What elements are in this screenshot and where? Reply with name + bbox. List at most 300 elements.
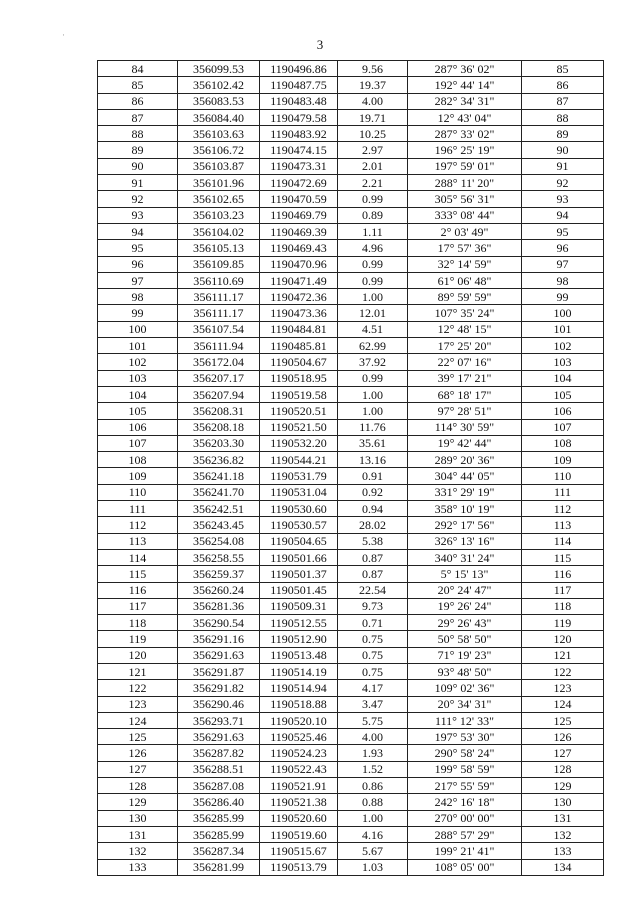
bearing-cell: 68° 18' 17": [408, 386, 522, 402]
table-row: [98, 321, 604, 337]
x-coordinate-cell: 356281.36: [178, 598, 260, 614]
bearing-cell: 20° 24' 47": [408, 582, 522, 598]
distance-cell: 1.93: [338, 745, 408, 761]
point-from-cell: 129: [98, 794, 178, 810]
table-row: [98, 126, 604, 142]
point-from-cell: 107: [98, 435, 178, 451]
x-coordinate-cell: 356243.45: [178, 517, 260, 533]
point-from-cell: 131: [98, 826, 178, 842]
point-to-cell: 87: [522, 93, 604, 109]
bearing-cell: 333° 08' 44": [408, 207, 522, 223]
distance-cell: 1.00: [338, 403, 408, 419]
distance-cell: 0.92: [338, 484, 408, 500]
bearing-cell: 340° 31' 24": [408, 549, 522, 565]
point-from-cell: 126: [98, 745, 178, 761]
point-to-cell: 131: [522, 810, 604, 826]
bearing-cell: 71° 19' 23": [408, 647, 522, 663]
point-from-cell: 90: [98, 158, 178, 174]
y-coordinate-cell: 1190471.49: [260, 272, 338, 288]
point-from-cell: 88: [98, 126, 178, 142]
x-coordinate-cell: 356207.94: [178, 386, 260, 402]
table-row: [98, 859, 604, 875]
point-from-cell: 97: [98, 272, 178, 288]
x-coordinate-cell: 356111.17: [178, 305, 260, 321]
point-to-cell: 123: [522, 680, 604, 696]
table-row: [98, 761, 604, 777]
x-coordinate-cell: 356290.46: [178, 696, 260, 712]
bearing-cell: 22° 07' 16": [408, 354, 522, 370]
bearing-cell: 108° 05' 00": [408, 859, 522, 875]
x-coordinate-cell: 356172.04: [178, 354, 260, 370]
distance-cell: 0.89: [338, 207, 408, 223]
table-row: [98, 272, 604, 288]
page-number: 3: [316, 37, 324, 52]
table-row: [98, 256, 604, 272]
x-coordinate-cell: 356107.54: [178, 321, 260, 337]
x-coordinate-cell: 356254.08: [178, 533, 260, 549]
distance-cell: 1.00: [338, 810, 408, 826]
x-coordinate-cell: 356207.17: [178, 370, 260, 386]
coordinates-table: [97, 60, 604, 876]
point-from-cell: 120: [98, 647, 178, 663]
table-row: [98, 615, 604, 631]
point-from-cell: 101: [98, 338, 178, 354]
table-row: [98, 77, 604, 93]
distance-cell: 5.67: [338, 843, 408, 859]
point-from-cell: 89: [98, 142, 178, 158]
point-to-cell: 107: [522, 419, 604, 435]
y-coordinate-cell: 1190532.20: [260, 435, 338, 451]
bearing-cell: 304° 44' 05": [408, 468, 522, 484]
y-coordinate-cell: 1190496.86: [260, 61, 338, 77]
y-coordinate-cell: 1190520.51: [260, 403, 338, 419]
point-from-cell: 127: [98, 761, 178, 777]
y-coordinate-cell: 1190513.48: [260, 647, 338, 663]
point-to-cell: 104: [522, 370, 604, 386]
point-to-cell: 92: [522, 175, 604, 191]
table-row: [98, 370, 604, 386]
x-coordinate-cell: 356208.31: [178, 403, 260, 419]
table-row: [98, 61, 604, 77]
y-coordinate-cell: 1190520.10: [260, 712, 338, 728]
table-row: [98, 158, 604, 174]
y-coordinate-cell: 1190484.81: [260, 321, 338, 337]
distance-cell: 12.01: [338, 305, 408, 321]
point-to-cell: 89: [522, 126, 604, 142]
distance-cell: 9.73: [338, 598, 408, 614]
x-coordinate-cell: 356260.24: [178, 582, 260, 598]
y-coordinate-cell: 1190520.60: [260, 810, 338, 826]
y-coordinate-cell: 1190509.31: [260, 598, 338, 614]
point-to-cell: 108: [522, 435, 604, 451]
y-coordinate-cell: 1190522.43: [260, 761, 338, 777]
y-coordinate-cell: 1190501.45: [260, 582, 338, 598]
point-from-cell: 133: [98, 859, 178, 875]
x-coordinate-cell: 356208.18: [178, 419, 260, 435]
bearing-cell: 270° 00' 00": [408, 810, 522, 826]
point-to-cell: 133: [522, 843, 604, 859]
distance-cell: 0.87: [338, 549, 408, 565]
bearing-cell: 290° 58' 24": [408, 745, 522, 761]
bearing-cell: 5° 15' 13": [408, 566, 522, 582]
point-to-cell: 111: [522, 484, 604, 500]
x-coordinate-cell: 356102.65: [178, 191, 260, 207]
point-from-cell: 84: [98, 61, 178, 77]
point-from-cell: 119: [98, 631, 178, 647]
x-coordinate-cell: 356241.18: [178, 468, 260, 484]
point-to-cell: 96: [522, 240, 604, 256]
y-coordinate-cell: 1190512.90: [260, 631, 338, 647]
distance-cell: 5.75: [338, 712, 408, 728]
point-to-cell: 126: [522, 729, 604, 745]
y-coordinate-cell: 1190483.48: [260, 93, 338, 109]
y-coordinate-cell: 1190479.58: [260, 109, 338, 125]
point-to-cell: 122: [522, 663, 604, 679]
point-to-cell: 117: [522, 582, 604, 598]
point-from-cell: 85: [98, 77, 178, 93]
point-from-cell: 125: [98, 729, 178, 745]
table-row: [98, 386, 604, 402]
x-coordinate-cell: 356106.72: [178, 142, 260, 158]
point-to-cell: 105: [522, 386, 604, 402]
distance-cell: 0.87: [338, 566, 408, 582]
y-coordinate-cell: 1190470.96: [260, 256, 338, 272]
table-row: [98, 354, 604, 370]
point-from-cell: 115: [98, 566, 178, 582]
point-from-cell: 104: [98, 386, 178, 402]
y-coordinate-cell: 1190525.46: [260, 729, 338, 745]
distance-cell: 2.97: [338, 142, 408, 158]
distance-cell: 0.99: [338, 256, 408, 272]
y-coordinate-cell: 1190501.66: [260, 549, 338, 565]
point-to-cell: 114: [522, 533, 604, 549]
point-to-cell: 125: [522, 712, 604, 728]
x-coordinate-cell: 356109.85: [178, 256, 260, 272]
point-from-cell: 100: [98, 321, 178, 337]
point-from-cell: 95: [98, 240, 178, 256]
y-coordinate-cell: 1190470.59: [260, 191, 338, 207]
distance-cell: 0.88: [338, 794, 408, 810]
point-from-cell: 102: [98, 354, 178, 370]
point-to-cell: 102: [522, 338, 604, 354]
distance-cell: 0.91: [338, 468, 408, 484]
bearing-cell: 199° 21' 41": [408, 843, 522, 859]
distance-cell: 19.71: [338, 109, 408, 125]
point-from-cell: 108: [98, 452, 178, 468]
y-coordinate-cell: 1190469.43: [260, 240, 338, 256]
bearing-cell: 288° 57' 29": [408, 826, 522, 842]
distance-cell: 4.51: [338, 321, 408, 337]
table-row: [98, 843, 604, 859]
point-to-cell: 124: [522, 696, 604, 712]
point-to-cell: 85: [522, 61, 604, 77]
bearing-cell: 20° 34' 31": [408, 696, 522, 712]
table-row: [98, 501, 604, 517]
distance-cell: 1.52: [338, 761, 408, 777]
y-coordinate-cell: 1190504.65: [260, 533, 338, 549]
distance-cell: 1.11: [338, 223, 408, 239]
y-coordinate-cell: 1190504.67: [260, 354, 338, 370]
table-row: [98, 680, 604, 696]
point-from-cell: 110: [98, 484, 178, 500]
bearing-cell: 114° 30' 59": [408, 419, 522, 435]
y-coordinate-cell: 1190521.50: [260, 419, 338, 435]
table-row: [98, 712, 604, 728]
x-coordinate-cell: 356236.82: [178, 452, 260, 468]
point-from-cell: 113: [98, 533, 178, 549]
distance-cell: 10.25: [338, 126, 408, 142]
y-coordinate-cell: 1190524.23: [260, 745, 338, 761]
bearing-cell: 93° 48' 50": [408, 663, 522, 679]
x-coordinate-cell: 356105.13: [178, 240, 260, 256]
bearing-cell: 19° 42' 44": [408, 435, 522, 451]
bearing-cell: 32° 14' 59": [408, 256, 522, 272]
y-coordinate-cell: 1190530.60: [260, 501, 338, 517]
x-coordinate-cell: 356291.87: [178, 663, 260, 679]
table-row: [98, 598, 604, 614]
y-coordinate-cell: 1190472.69: [260, 175, 338, 191]
distance-cell: 4.96: [338, 240, 408, 256]
bearing-cell: 97° 28' 51": [408, 403, 522, 419]
point-to-cell: 115: [522, 549, 604, 565]
x-coordinate-cell: 356083.53: [178, 93, 260, 109]
table-row: [98, 566, 604, 582]
x-coordinate-cell: 356103.63: [178, 126, 260, 142]
y-coordinate-cell: 1190473.36: [260, 305, 338, 321]
x-coordinate-cell: 356287.08: [178, 778, 260, 794]
table-row: [98, 289, 604, 305]
point-to-cell: 127: [522, 745, 604, 761]
y-coordinate-cell: 1190485.81: [260, 338, 338, 354]
table-row: [98, 533, 604, 549]
table-row: [98, 794, 604, 810]
bearing-cell: 109° 02' 36": [408, 680, 522, 696]
y-coordinate-cell: 1190518.95: [260, 370, 338, 386]
y-coordinate-cell: 1190519.58: [260, 386, 338, 402]
point-to-cell: 116: [522, 566, 604, 582]
x-coordinate-cell: 356290.54: [178, 615, 260, 631]
table-row: [98, 452, 604, 468]
y-coordinate-cell: 1190483.92: [260, 126, 338, 142]
bearing-cell: 217° 55' 59": [408, 778, 522, 794]
point-to-cell: 110: [522, 468, 604, 484]
y-coordinate-cell: 1190531.04: [260, 484, 338, 500]
point-to-cell: 106: [522, 403, 604, 419]
point-to-cell: 103: [522, 354, 604, 370]
distance-cell: 0.94: [338, 501, 408, 517]
point-to-cell: 93: [522, 191, 604, 207]
point-to-cell: 90: [522, 142, 604, 158]
distance-cell: 3.47: [338, 696, 408, 712]
table-row: [98, 778, 604, 794]
table-row: [98, 419, 604, 435]
point-from-cell: 99: [98, 305, 178, 321]
point-to-cell: 134: [522, 859, 604, 875]
bearing-cell: 197° 53' 30": [408, 729, 522, 745]
point-from-cell: 117: [98, 598, 178, 614]
distance-cell: 0.99: [338, 191, 408, 207]
point-from-cell: 92: [98, 191, 178, 207]
table-row: [98, 549, 604, 565]
distance-cell: 4.00: [338, 93, 408, 109]
point-from-cell: 98: [98, 289, 178, 305]
x-coordinate-cell: 356258.55: [178, 549, 260, 565]
distance-cell: 9.56: [338, 61, 408, 77]
point-to-cell: 121: [522, 647, 604, 663]
point-from-cell: 86: [98, 93, 178, 109]
x-coordinate-cell: 356285.99: [178, 826, 260, 842]
point-from-cell: 91: [98, 175, 178, 191]
bearing-cell: 39° 17' 21": [408, 370, 522, 386]
distance-cell: 4.17: [338, 680, 408, 696]
distance-cell: 0.99: [338, 272, 408, 288]
bearing-cell: 17° 57' 36": [408, 240, 522, 256]
bearing-cell: 17° 25' 20": [408, 338, 522, 354]
point-from-cell: 122: [98, 680, 178, 696]
y-coordinate-cell: 1190518.88: [260, 696, 338, 712]
distance-cell: 13.16: [338, 452, 408, 468]
bearing-cell: 61° 06' 48": [408, 272, 522, 288]
point-to-cell: 128: [522, 761, 604, 777]
x-coordinate-cell: 356203.30: [178, 435, 260, 451]
x-coordinate-cell: 356287.82: [178, 745, 260, 761]
table-row: [98, 729, 604, 745]
distance-cell: 0.71: [338, 615, 408, 631]
point-to-cell: 95: [522, 223, 604, 239]
y-coordinate-cell: 1190512.55: [260, 615, 338, 631]
distance-cell: 4.16: [338, 826, 408, 842]
table-row: [98, 223, 604, 239]
point-from-cell: 118: [98, 615, 178, 631]
distance-cell: 19.37: [338, 77, 408, 93]
bearing-cell: 196° 25' 19": [408, 142, 522, 158]
distance-cell: 1.00: [338, 386, 408, 402]
point-from-cell: 130: [98, 810, 178, 826]
bearing-cell: 107° 35' 24": [408, 305, 522, 321]
y-coordinate-cell: 1190531.79: [260, 468, 338, 484]
point-to-cell: 129: [522, 778, 604, 794]
table-row: [98, 517, 604, 533]
point-from-cell: 93: [98, 207, 178, 223]
y-coordinate-cell: 1190519.60: [260, 826, 338, 842]
table-row: [98, 93, 604, 109]
table-row: [98, 484, 604, 500]
x-coordinate-cell: 356291.63: [178, 647, 260, 663]
x-coordinate-cell: 356111.94: [178, 338, 260, 354]
y-coordinate-cell: 1190487.75: [260, 77, 338, 93]
point-from-cell: 109: [98, 468, 178, 484]
bearing-cell: 331° 29' 19": [408, 484, 522, 500]
point-to-cell: 120: [522, 631, 604, 647]
point-from-cell: 121: [98, 663, 178, 679]
point-from-cell: 132: [98, 843, 178, 859]
point-from-cell: 116: [98, 582, 178, 598]
bearing-cell: 199° 58' 59": [408, 761, 522, 777]
point-to-cell: 101: [522, 321, 604, 337]
distance-cell: 5.38: [338, 533, 408, 549]
point-to-cell: 99: [522, 289, 604, 305]
bearing-cell: 358° 10' 19": [408, 501, 522, 517]
y-coordinate-cell: 1190521.38: [260, 794, 338, 810]
point-to-cell: 109: [522, 452, 604, 468]
distance-cell: 2.01: [338, 158, 408, 174]
x-coordinate-cell: 356293.71: [178, 712, 260, 728]
bearing-cell: 305° 56' 31": [408, 191, 522, 207]
point-to-cell: 97: [522, 256, 604, 272]
table-row: [98, 175, 604, 191]
table-row: [98, 696, 604, 712]
bearing-cell: 50° 58' 50": [408, 631, 522, 647]
bearing-cell: 282° 34' 31": [408, 93, 522, 109]
x-coordinate-cell: 356291.16: [178, 631, 260, 647]
table-row: [98, 207, 604, 223]
x-coordinate-cell: 356103.23: [178, 207, 260, 223]
x-coordinate-cell: 356102.42: [178, 77, 260, 93]
point-to-cell: 113: [522, 517, 604, 533]
point-from-cell: 105: [98, 403, 178, 419]
x-coordinate-cell: 356291.63: [178, 729, 260, 745]
distance-cell: 28.02: [338, 517, 408, 533]
point-from-cell: 87: [98, 109, 178, 125]
x-coordinate-cell: 356259.37: [178, 566, 260, 582]
bearing-cell: 197° 59' 01": [408, 158, 522, 174]
table-row: [98, 435, 604, 451]
distance-cell: 1.03: [338, 859, 408, 875]
y-coordinate-cell: 1190469.39: [260, 223, 338, 239]
bearing-cell: 287° 33' 02": [408, 126, 522, 142]
point-to-cell: 132: [522, 826, 604, 842]
table-row: [98, 663, 604, 679]
y-coordinate-cell: 1190501.37: [260, 566, 338, 582]
bearing-cell: 289° 20' 36": [408, 452, 522, 468]
point-from-cell: 103: [98, 370, 178, 386]
x-coordinate-cell: 356103.87: [178, 158, 260, 174]
point-to-cell: 100: [522, 305, 604, 321]
table-row: [98, 582, 604, 598]
point-from-cell: 123: [98, 696, 178, 712]
point-from-cell: 114: [98, 549, 178, 565]
x-coordinate-cell: 356285.99: [178, 810, 260, 826]
point-from-cell: 112: [98, 517, 178, 533]
bearing-cell: 12° 43' 04": [408, 109, 522, 125]
distance-cell: 0.75: [338, 663, 408, 679]
point-from-cell: 106: [98, 419, 178, 435]
bearing-cell: 292° 17' 56": [408, 517, 522, 533]
margin-mark: ·: [62, 30, 65, 40]
x-coordinate-cell: 356288.51: [178, 761, 260, 777]
distance-cell: 0.75: [338, 631, 408, 647]
point-to-cell: 98: [522, 272, 604, 288]
table-row: [98, 826, 604, 842]
y-coordinate-cell: 1190474.15: [260, 142, 338, 158]
y-coordinate-cell: 1190469.79: [260, 207, 338, 223]
distance-cell: 0.86: [338, 778, 408, 794]
table-row: [98, 191, 604, 207]
y-coordinate-cell: 1190514.19: [260, 663, 338, 679]
bearing-cell: 2° 03' 49": [408, 223, 522, 239]
x-coordinate-cell: 356111.17: [178, 289, 260, 305]
table-row: [98, 745, 604, 761]
x-coordinate-cell: 356099.53: [178, 61, 260, 77]
bearing-cell: 288° 11' 20": [408, 175, 522, 191]
distance-cell: 11.76: [338, 419, 408, 435]
table-row: [98, 647, 604, 663]
distance-cell: 0.75: [338, 647, 408, 663]
table-row: [98, 810, 604, 826]
table-row: [98, 631, 604, 647]
x-coordinate-cell: 356110.69: [178, 272, 260, 288]
y-coordinate-cell: 1190544.21: [260, 452, 338, 468]
